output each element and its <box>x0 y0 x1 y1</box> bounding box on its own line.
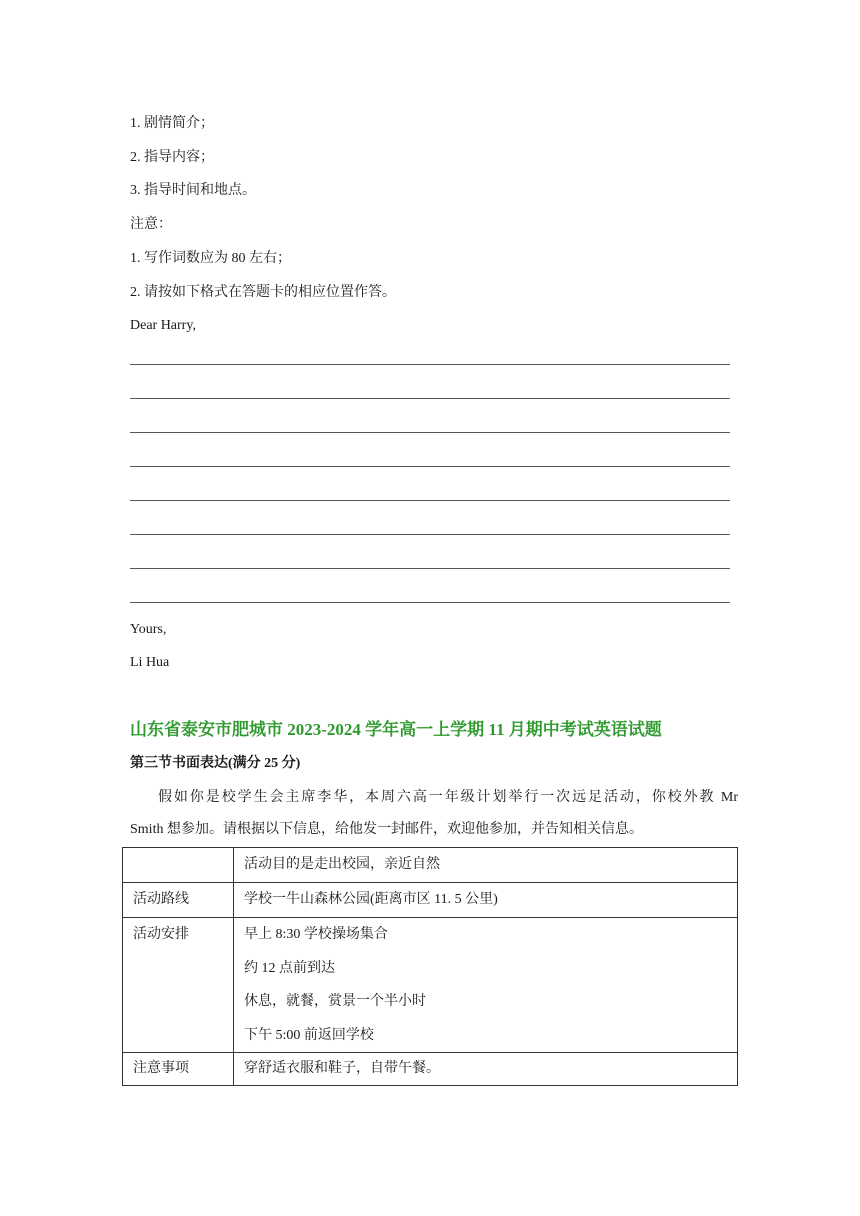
notes-heading: 注意： <box>130 217 172 232</box>
letter-salutation: Dear Harry, <box>130 318 196 333</box>
table-cell-notes: 穿舒适衣服和鞋子，自带午餐。 <box>234 1053 738 1086</box>
table-cell-label: 活动路线 <box>123 883 234 918</box>
schedule-item: 早上 8:30 学校操场集合 <box>244 927 388 942</box>
exam-title: 山东省泰安市肥城市 2023-2024 学年高一上学期 11 月期中考试英语试题 <box>130 720 662 739</box>
table-cell-label: 注意事项 <box>123 1053 234 1086</box>
table-row <box>123 918 738 1053</box>
activity-info-table <box>122 847 738 1086</box>
task-item-1: 1. 剧情简介； <box>130 116 214 131</box>
writing-line <box>130 432 730 433</box>
task-item-3: 3. 指导时间和地点。 <box>130 183 256 198</box>
table-cell-schedule <box>234 918 738 1053</box>
table-cell-label: 活动安排 <box>123 918 234 1053</box>
table-cell-route: 学校一牛山森林公园(距离市区 11. 5 公里) <box>234 883 738 918</box>
section-title: 第三节书面表达(满分 25 分) <box>130 756 301 771</box>
letter-closing: Yours, <box>130 622 167 637</box>
table-cell-label <box>123 848 234 883</box>
writing-line <box>130 398 730 399</box>
letter-signature: Li Hua <box>130 655 170 670</box>
task-item-2: 2. 指导内容； <box>130 150 214 165</box>
writing-line <box>130 568 730 569</box>
prompt-line-2: Smith 想参加。请根据以下信息，给他发一封邮件，欢迎他参加，并告知相关信息。 <box>130 822 643 837</box>
table-cell-purpose: 活动目的是走出校园，亲近自然 <box>234 848 738 883</box>
table-row <box>123 883 738 918</box>
writing-line <box>130 364 730 365</box>
note-item-1: 1. 写作词数应为 80 左右； <box>130 251 291 266</box>
table-row <box>123 848 738 883</box>
schedule-item: 约 12 点前到达 <box>244 960 335 976</box>
writing-line <box>130 466 730 467</box>
writing-line <box>130 602 730 603</box>
schedule-item: 下午 5:00 前返回学校 <box>244 1027 374 1043</box>
table-row <box>123 1053 738 1086</box>
writing-line <box>130 500 730 501</box>
note-item-2: 2. 请按如下格式在答题卡的相应位置作答。 <box>130 285 396 300</box>
writing-line <box>130 534 730 535</box>
prompt-line-1: 假如你是校学生会主席李华，本周六高一年级计划举行一次远足活动，你校外教 Mr <box>158 790 738 805</box>
schedule-item: 休息，就餐，赏景一个半小时 <box>244 994 426 1009</box>
